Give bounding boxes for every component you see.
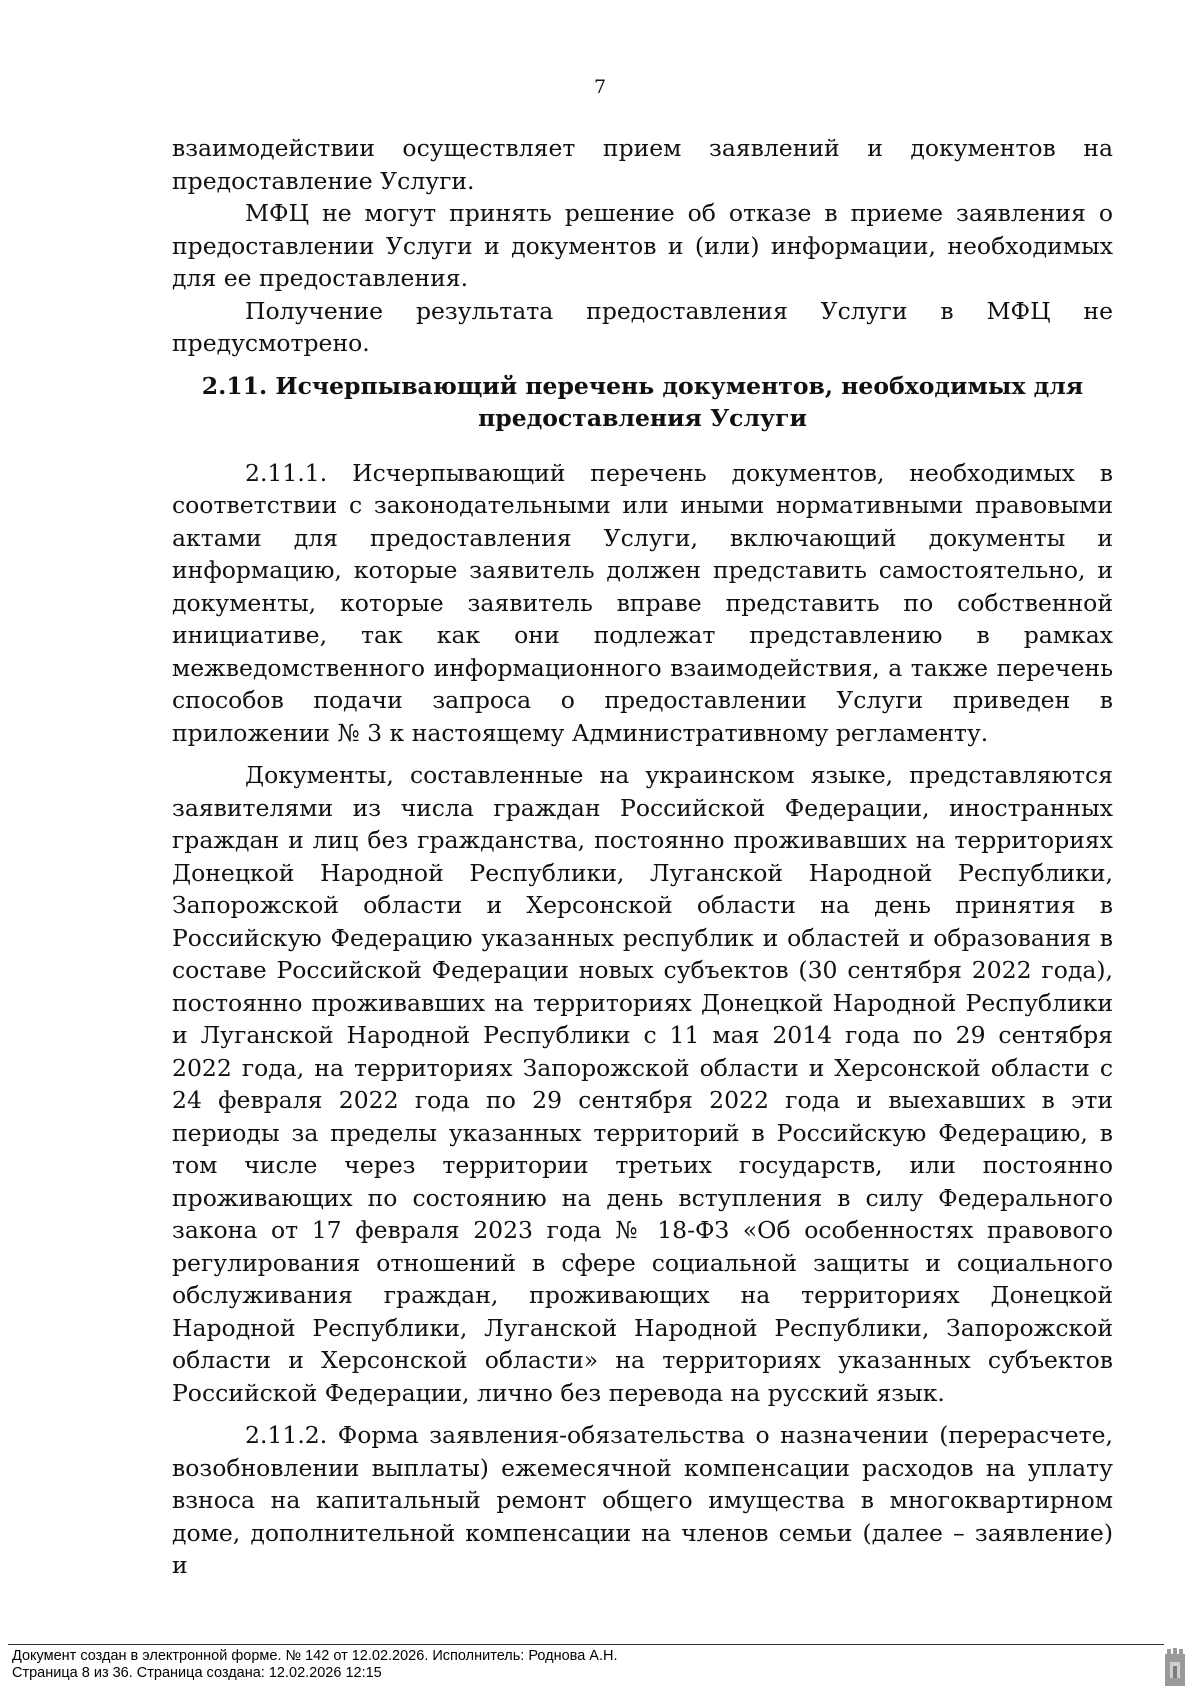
paragraph-mfc-result: Получение результата предоставления Услуги в МФЦ не предусмотрено. [172, 296, 1113, 357]
footer-line-1: Документ создан в электронной форме. № 142 от 12.02.2026. Исполнитель: Роднова А.Н. [12, 1648, 618, 1664]
document-footer [12, 1648, 618, 1682]
paragraph-2-11-1: 2.11.1. Исчерпывающий перечень документов, необходимых в соответствии с законодательными или иными нормативными правовыми актами для предоставления Услуги, включающий документы и информацию, которые заявитель должен представить самостоятельно, и документы, которые заявитель вправе представить по собственной инициативе, так как они подлежат представлению в рамках межведомственного информационного взаимодействия, а также перечень способов подачи запроса о предоставлении Услуги приведен в приложении № 3 к настоящему Административному регламенту. [172, 458, 1113, 747]
section-heading [172, 370, 1113, 435]
paragraph-2-11-2: 2.11.2. Форма заявления-обязательства о назначении (перерасчете, возобновлении выплаты) ежемесячной компенсации расходов на уплату взноса на капитальный ремонт общего имущества в многоквартирном доме, дополнительной компенсации на членов семьи (далее – заявление) и [172, 1421, 1113, 1579]
footer-line-2: Страница 8 из 36. Страница создана: 12.02.2026 12:15 [12, 1665, 382, 1681]
document-body [172, 132, 1113, 1582]
coat-of-arms-icon [1164, 1648, 1186, 1688]
section-heading-line1: 2.11. Исчерпывающий перечень документов, необходимых для [201, 371, 1084, 400]
footer-divider [8, 1644, 1164, 1645]
paragraph-mfc-refusal: МФЦ не могут принять решение об отказе в приеме заявления о предоставлении Услуги и документов и (или) информации, необходимых для ее предоставления. [172, 199, 1113, 292]
paragraph-ukrainian-documents: Документы, составленные на украинском языке, представляются заявителями из числа граждан Российской Федерации, иностранных граждан и лиц без гражданства, постоянно проживавших на территориях Донецкой Народной Республики, Луганской Народной Республики, Запорожской области и Херсонской области на день принятия в Российскую Федерацию указанных республик и областей и образования в составе Российской Федерации новых субъектов (30 сентября 2022 года), постоянно проживавших на территориях Донецкой Народной Республики и Луганской Народной Республики с 11 мая 2014 года по 29 сентября 2022 года, на территориях Запорожской области и Херсонской области с 24 февраля 2022 года по 29 сентября 2022 года и выехавших в эти периоды за пределы указанных территорий в Российскую Федерацию, в том числе через территории третьих государств, или постоянно проживающих по состоянию на день вступления в силу Федерального закона от 17 февраля 2023 года № 18-ФЗ «Об особенностях правового регулирования отношений в сфере социальной защиты и социального обслуживания граждан, проживающих на территориях Донецкой Народной Республики, Луганской Народной Республики, Запорожской области и Херсонской области» на территориях указанных субъектов Российской Федерации, лично без перевода на русский язык. [172, 761, 1113, 1407]
paragraph-continuation: взаимодействии осуществляет прием заявлений и документов на предоставление Услуги. [172, 134, 1113, 195]
page-number: 7 [593, 76, 607, 98]
section-heading-line2: предоставления Услуги [478, 404, 807, 432]
